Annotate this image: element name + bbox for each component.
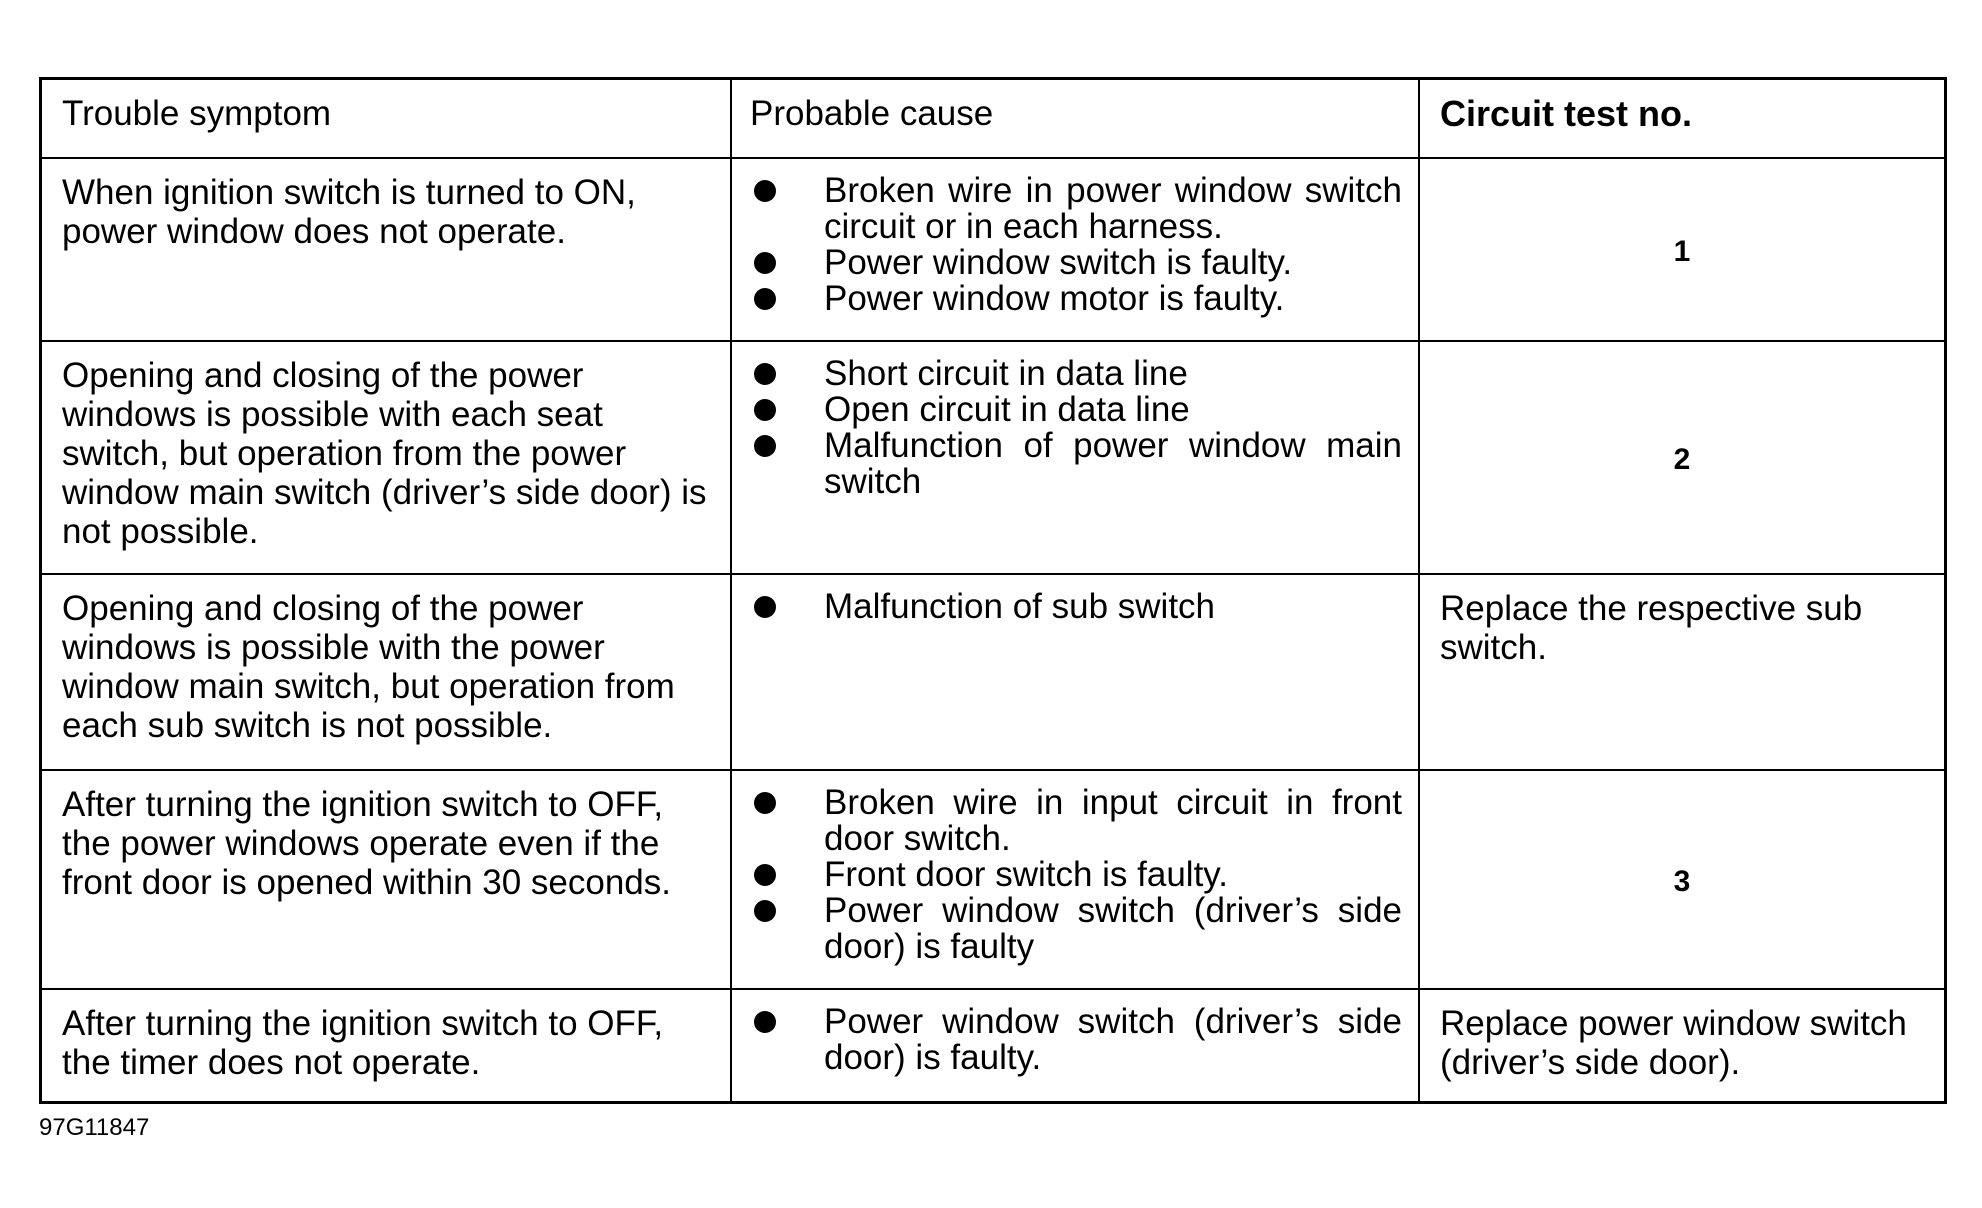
cause-item: Broken wire in input circuit in front door switch.	[750, 785, 1402, 857]
cause-cell	[732, 575, 1420, 769]
circuit-test-cell: Replace the respective sub switch.	[1440, 589, 1863, 667]
table-row	[42, 988, 1944, 1101]
circuit-test-cell: 3	[1673, 865, 1691, 898]
symptom-cell: Opening and closing of the power windows is possible with the power window main switch, but operation from each sub switch is not possible.	[42, 575, 732, 769]
table-row	[42, 573, 1944, 769]
circuit-test-cell: 2	[1673, 443, 1691, 476]
bullet-icon	[754, 864, 776, 886]
circuit-test-cell: Replace power window switch (driver’s side door).	[1440, 1004, 1907, 1082]
cause-cell	[732, 159, 1420, 340]
cause-item: Short circuit in data line	[750, 356, 1402, 392]
header-probable-cause: Probable cause	[732, 80, 1420, 157]
table-row	[42, 157, 1944, 340]
bullet-icon	[754, 1011, 776, 1033]
bullet-icon	[754, 252, 776, 274]
cause-item: Open circuit in data line	[750, 392, 1402, 428]
bullet-icon	[754, 900, 776, 922]
symptom-cell: When ignition switch is turned to ON, power window does not operate.	[42, 159, 732, 340]
bullet-icon	[754, 792, 776, 814]
cause-item: Malfunction of power window main switch	[750, 428, 1402, 500]
bullet-icon	[754, 435, 776, 457]
table-header-row	[42, 80, 1944, 157]
figure-id: 97G11847	[39, 1114, 150, 1141]
bullet-icon	[754, 363, 776, 385]
bullet-icon	[754, 596, 776, 618]
table-row	[42, 340, 1944, 573]
cause-item: Malfunction of sub switch	[750, 589, 1402, 625]
symptom-cell: After turning the ignition switch to OFF, the power windows operate even if the front door is opened within 30 seconds.	[42, 771, 732, 988]
symptom-cell: After turning the ignition switch to OFF, the timer does not operate.	[42, 990, 732, 1101]
cause-item: Power window switch (driver’s side door) is faulty	[750, 893, 1402, 965]
cause-item: Power window switch (driver’s side door) is faulty.	[750, 1004, 1402, 1076]
bullet-icon	[754, 288, 776, 310]
bullet-icon	[754, 399, 776, 421]
circuit-test-cell: 1	[1673, 235, 1691, 268]
cause-cell	[732, 990, 1420, 1101]
symptom-cell: Opening and closing of the power windows is possible with each seat switch, but operation from the power window main switch (driver’s side door) is not possible.	[42, 342, 732, 573]
table-row	[42, 769, 1944, 988]
header-trouble-symptom: Trouble symptom	[42, 80, 732, 157]
cause-cell	[732, 771, 1420, 988]
cause-cell	[732, 342, 1420, 573]
cause-item: Power window switch is faulty.	[750, 245, 1402, 281]
bullet-icon	[754, 180, 776, 202]
header-circuit-test-no: Circuit test no.	[1440, 93, 1693, 134]
cause-item: Front door switch is faulty.	[750, 857, 1402, 893]
cause-item: Broken wire in power window switch circuit or in each harness.	[750, 173, 1402, 245]
troubleshooting-table	[39, 77, 1947, 1104]
cause-item: Power window motor is faulty.	[750, 281, 1402, 317]
